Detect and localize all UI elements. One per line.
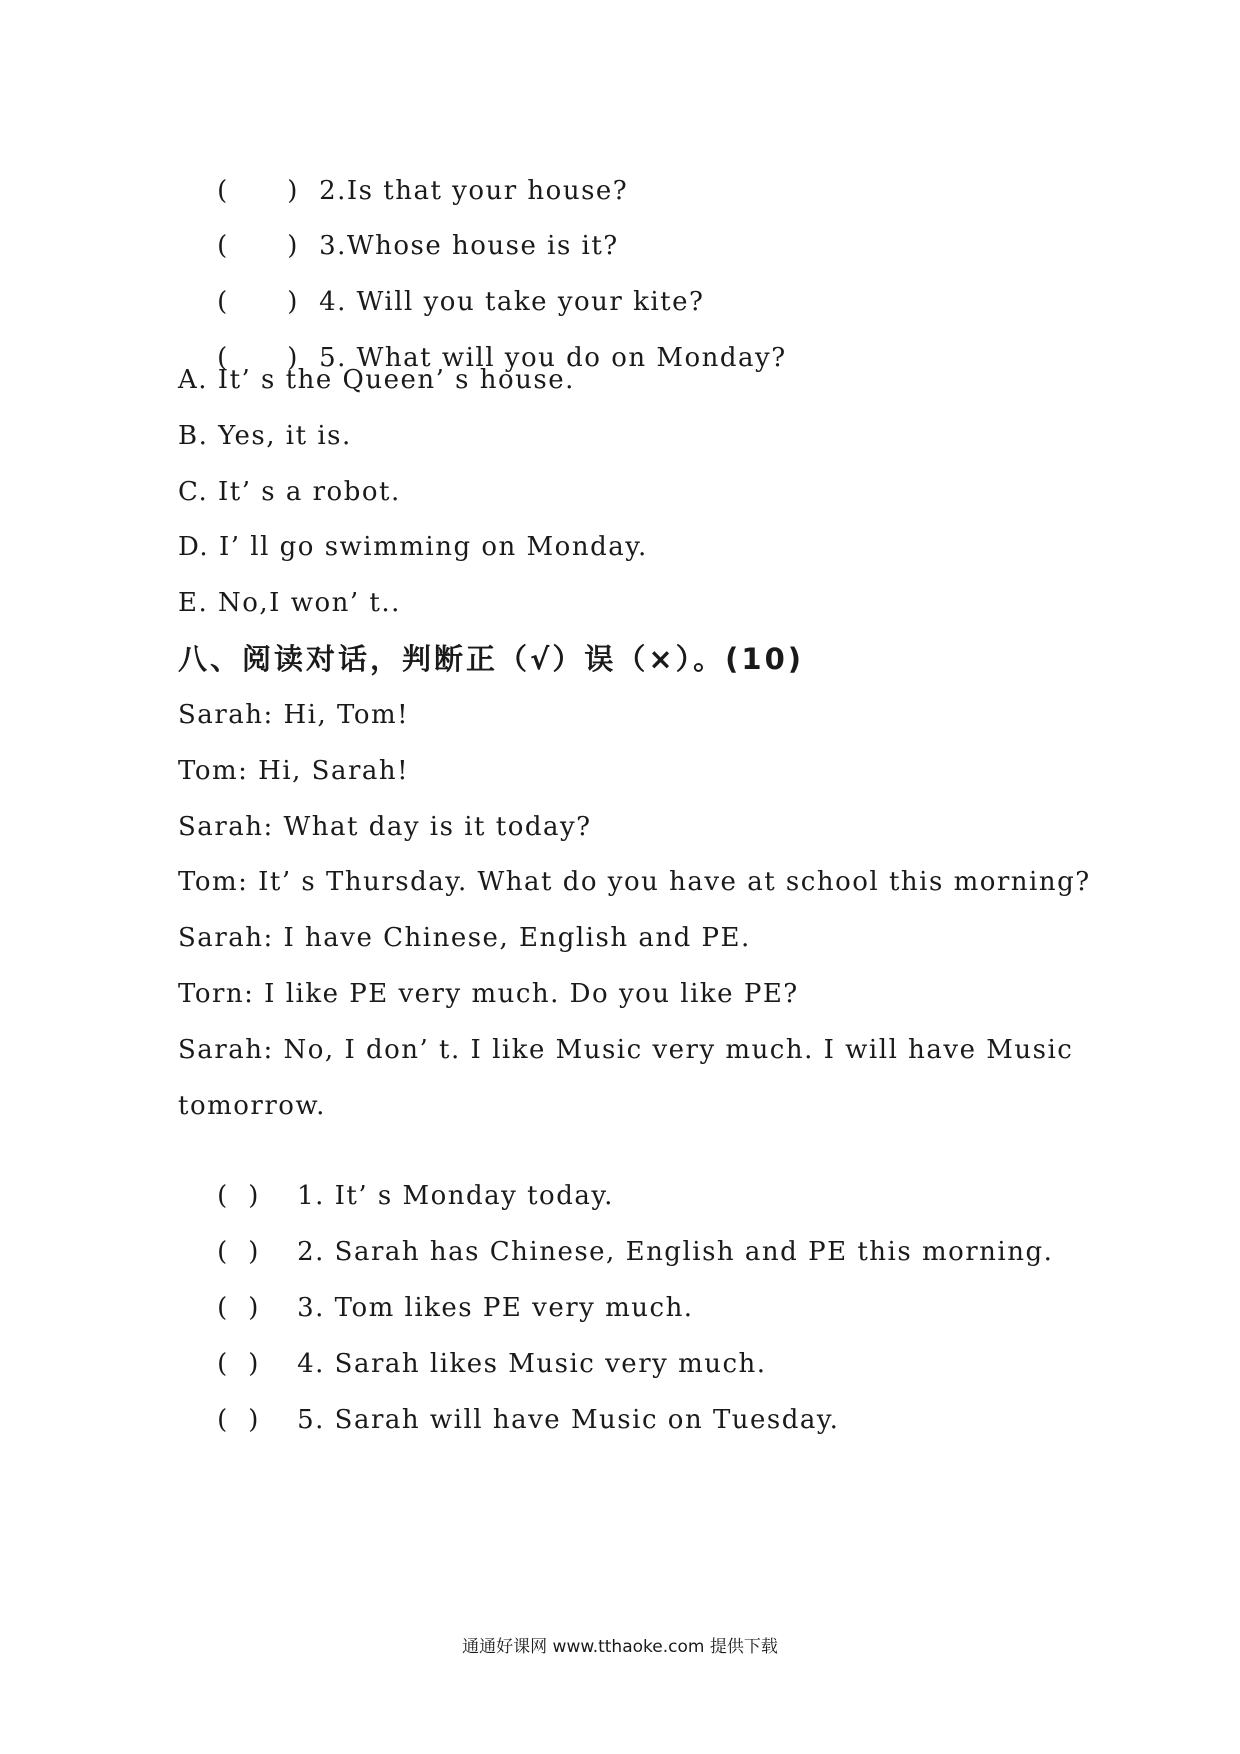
question-text: 5. What will you do on Monday? [319,343,787,373]
dialogue-line-7: Sarah: No, I don’ t. I like Music very much. I will have Music [178,1035,1074,1065]
dialogue-line-5: Sarah: I have Chinese, English and PE. [178,923,751,953]
answer-bracket: ( ) [217,1349,260,1379]
dialogue-line-2: Tom: Hi, Sarah! [178,756,410,786]
statement-5 [178,1369,839,1471]
question-text: 3.Whose house is it? [319,231,619,261]
option-b: B. Yes, it is. [178,421,352,451]
statement-text: 2. Sarah has Chinese, English and PE this morning. [297,1237,1054,1267]
answer-bracket: ( ) [217,287,299,317]
option-e: E. No,I won’ t.. [178,588,401,618]
statement-text: 4. Sarah likes Music very much. [297,1349,767,1379]
statement-text: 1. It’ s Monday today. [297,1181,614,1211]
section-8-heading: 八、阅读对话，判断正（√）误（×）。(10) [178,642,805,676]
question-text: 4. Will you take your kite? [319,287,705,317]
dialogue-line-3: Sarah: What day is it today? [178,812,592,842]
answer-bracket: ( ) [217,1293,260,1323]
dialogue-line-6: Torn: I like PE very much. Do you like PE? [178,979,799,1009]
option-a: A. It’ s the Queen’ s house. [178,365,575,395]
answer-bracket: ( ) [217,231,299,261]
question-text: 2.Is that your house? [319,176,629,206]
dialogue-line-1: Sarah: Hi, Tom! [178,700,410,730]
answer-bracket: ( ) [217,343,299,373]
answer-bracket: ( ) [217,176,299,206]
answer-bracket: ( ) [217,1181,260,1211]
answer-bracket: ( ) [217,1237,260,1267]
statement-text: 3. Tom likes PE very much. [297,1293,694,1323]
option-d: D. I’ ll go swimming on Monday. [178,532,648,562]
answer-bracket: ( ) [217,1405,260,1435]
page-footer: 通通好课网 www.tthaoke.com 提供下载 [462,1637,778,1657]
dialogue-line-8: tomorrow. [178,1091,326,1121]
option-c: C. It’ s a robot. [178,477,401,507]
dialogue-line-4: Tom: It’ s Thursday. What do you have at school this morning? [178,867,1091,897]
statement-text: 5. Sarah will have Music on Tuesday. [297,1405,840,1435]
